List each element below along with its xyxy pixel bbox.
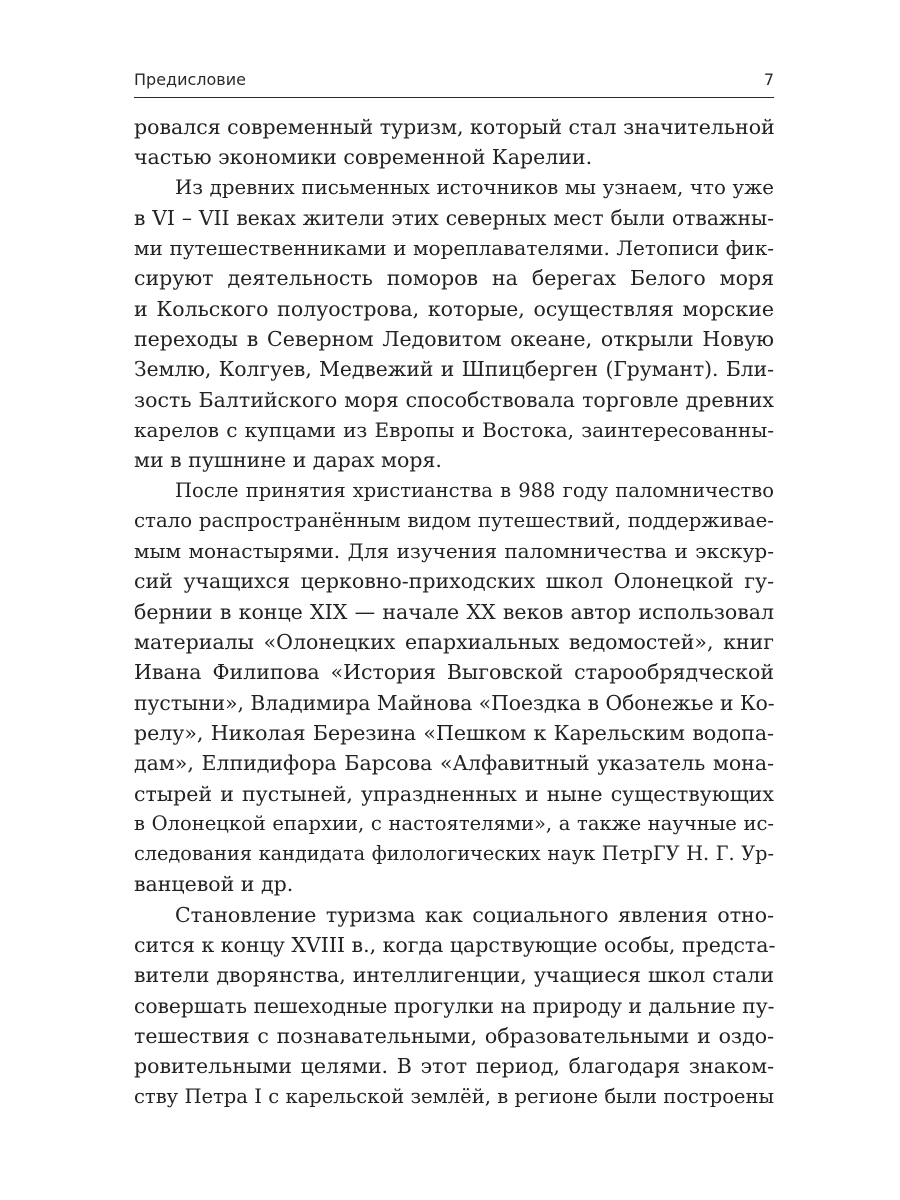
text-line: сируют деятельность поморов на берегах Белого моря [134, 266, 774, 291]
text-line: переходы в Северном Ледовитом океане, открыли Новую [134, 327, 774, 352]
text-line: вители дворянства, интеллигенции, учащиеся школ стали [134, 963, 774, 988]
header-divider [134, 97, 774, 98]
text-line: мым монастырями. Для изучения паломничества и экскур- [134, 539, 774, 564]
text-line: частью экономики современной Карелии. [134, 145, 593, 170]
text-line: ми путешественниками и мореплавателями. Летописи фик- [134, 236, 774, 261]
text-line: ванцевой и др. [134, 872, 294, 897]
text-line: ровительными целями. В этот период, благодаря знаком- [134, 1054, 774, 1079]
paragraph [134, 112, 774, 173]
text-line: ми в пушнине и дарах моря. [134, 448, 442, 473]
body-text [134, 112, 774, 1112]
text-line: ству Петра I с карельской землёй, в регионе были построены [134, 1084, 774, 1108]
text-line: ровался современный туризм, который стал значительной [134, 115, 775, 139]
text-line: и Кольского полуострова, которые, осуществляя морские [134, 296, 774, 321]
text-line: материалы «Олонецких епархиальных ведомостей», книг [134, 630, 774, 655]
text-line: сий учащихся церковно-приходских школ Олонецкой гу- [134, 569, 774, 594]
text-line: зость Балтийского моря способствовала торговле древних [134, 387, 774, 412]
section-title: Предисловие [134, 70, 246, 89]
text-line: Ивана Филипова «История Выговской старообрядческой [134, 660, 774, 685]
text-line: сится к концу XVIII в., когда царствующие особы, предста- [134, 933, 776, 958]
text-line: стырей и пустыней, упраздненных и ныне существующих [134, 781, 774, 806]
text-line: бернии в конце XIX — начале XX веков автор использовал [134, 599, 774, 624]
text-line: Землю, Колгуев, Медвежий и Шпицберген (Грумант). Бли- [134, 357, 774, 382]
text-line: в Олонецкой епархии, с настоятелями», а также научные ис- [134, 811, 774, 835]
text-line: следования кандидата филологических наук ПетрГУ Н. Г. Ур- [134, 842, 774, 866]
running-header [134, 70, 774, 92]
paragraph [134, 900, 774, 1112]
paragraph [134, 173, 774, 476]
text-line: дам», Елпидифора Барсова «Алфавитный указатель мона- [134, 751, 774, 776]
text-line: тешествия с познавательными, образовательными и оздо- [134, 1023, 774, 1048]
text-line: Становление туризма как социального явления отно- [175, 902, 774, 927]
text-line: релу», Николая Березина «Пешком к Карельским водопа- [134, 720, 774, 745]
page-number: 7 [763, 70, 774, 89]
text-line: стало распространённым видом путешествий, поддерживае- [134, 508, 774, 532]
text-line: Из древних письменных источников мы узнаем, что уже [175, 175, 774, 199]
text-line: в VI – VII веках жители этих северных мест были отважны- [134, 205, 774, 230]
text-line: совершать пешеходные прогулки на природу и дальние пу- [134, 993, 775, 1018]
text-line: После принятия христианства в 988 году паломничество [175, 478, 774, 502]
text-line: карелов с купцами из Европы и Востока, заинтересованны- [134, 417, 774, 442]
paragraph [134, 476, 774, 900]
text-line: пустыни», Владимира Майнова «Поездка в Обонежье и Ко- [134, 690, 775, 715]
